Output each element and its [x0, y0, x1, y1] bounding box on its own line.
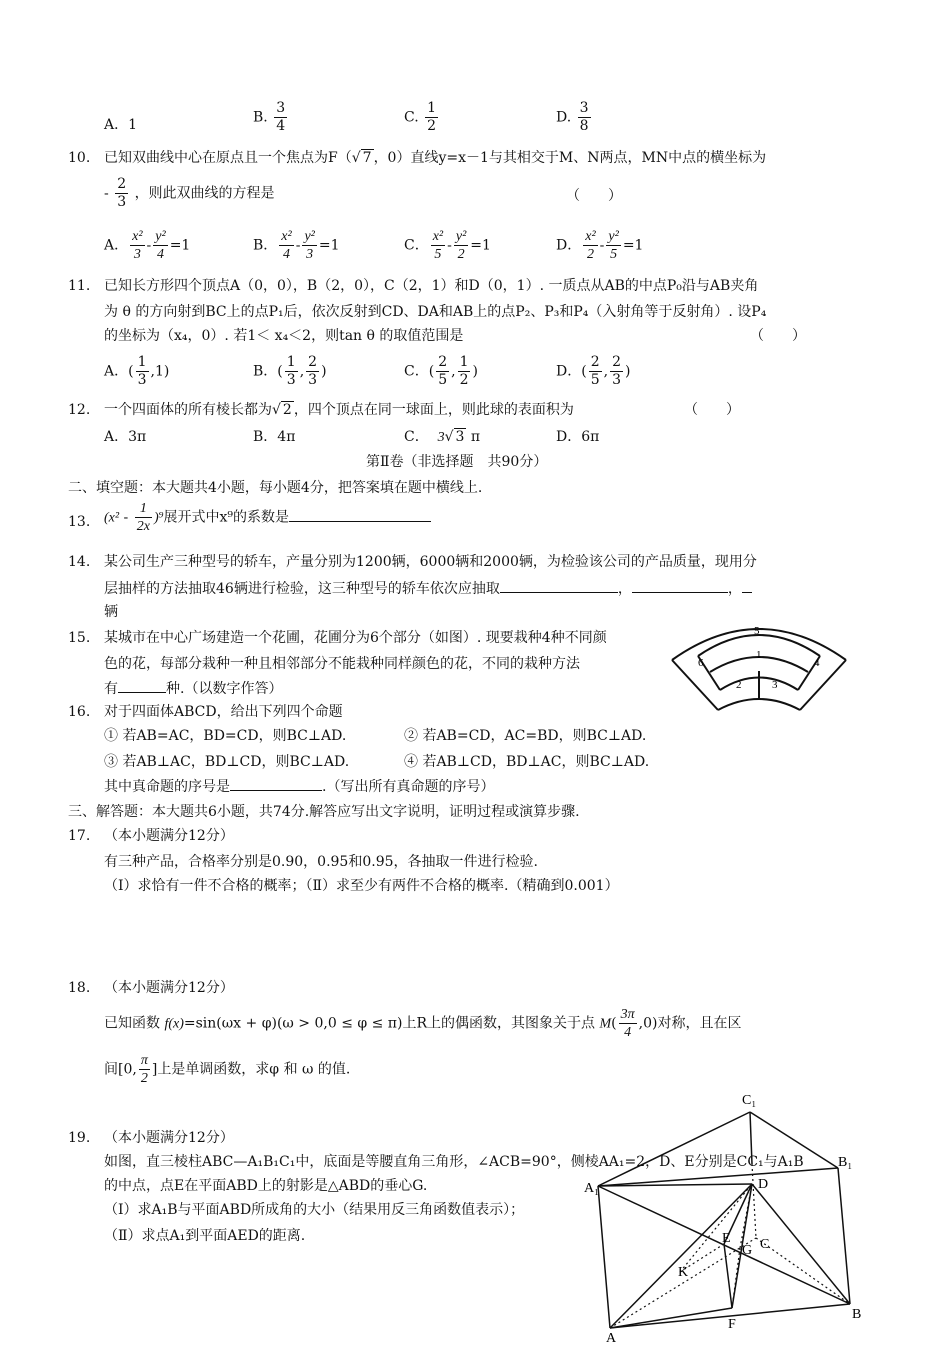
option-label: B. [253, 109, 268, 126]
q11-line2: 为 θ 的方向射到BC上的点P₁后，依次反射到CD、DA和AB上的点P₂、P₃和P₄（入射角等于反射角）. 设P₄ [104, 304, 767, 320]
q16-line4: 其中真命题的序号是 .（写出所有真命题的序号） [104, 776, 494, 797]
section3-heading: 三、解答题：本大题共6小题，共74分.解答应写出文字说明，证明过程或演算步骤. [68, 804, 580, 820]
q14-blank-3[interactable] [742, 578, 752, 593]
option-label: C. [404, 109, 419, 126]
q17-title: （本小题满分12分） [104, 828, 234, 844]
line-gf-hidden [732, 1248, 740, 1308]
q16-proposition-1: ① 若AB=AC，BD=CD，则BC⊥AD. [104, 728, 347, 744]
q12-number: 12. [68, 402, 91, 418]
label-c1: C₁ [742, 1093, 757, 1108]
label-d: D [758, 1177, 769, 1192]
region-label-6: 6 [698, 657, 704, 669]
label-k: K [678, 1265, 689, 1280]
q19-line4: （Ⅱ）求点A₁到平面AED的距离. [104, 1228, 306, 1244]
region-label-2: 2 [736, 679, 742, 691]
q9-option-d [556, 100, 593, 135]
label-b1: B₁ [838, 1155, 853, 1170]
q10-line2: - $\frac{2}{3}$ ，则此双曲线的方程是 [104, 176, 275, 210]
q11-line3: 的坐标为（x₄，0）. 若1＜ x₄＜2，则tan θ 的取值范围是 [104, 328, 464, 344]
prism-figure [580, 1088, 880, 1344]
label-b: B [852, 1307, 862, 1322]
q18-title: （本小题满分12分） [104, 980, 234, 996]
label-f: F [728, 1317, 736, 1332]
q9-option-b [253, 100, 289, 135]
q15-number: 15. [68, 630, 91, 646]
q18-number: 18. [68, 980, 91, 996]
q14-line2: 层抽样的方法抽取46辆进行检验，这三种型号的轿车依次应抽取 ， ， [104, 578, 752, 599]
q9-option-a: A．1 [104, 117, 138, 133]
edge-a1b1 [598, 1168, 838, 1186]
q17-line2: （Ⅰ）求恰有一件不合格的概率；（Ⅱ）求至少有两件不合格的概率.（精确到0.001） [104, 878, 619, 894]
edge-cc1-top [750, 1112, 752, 1164]
edge-c1b1 [750, 1112, 838, 1168]
fraction: $\frac{1}{2}$ [427, 100, 437, 134]
q14-number: 14. [68, 554, 91, 570]
line-kd-hidden [680, 1184, 752, 1272]
q12-option-d: D．6π [556, 429, 600, 445]
part2-title: 第Ⅱ卷（非选择题 共90分） [366, 454, 548, 470]
q11-line1: 已知长方形四个顶点A（0，0），B（2，0），C（2，1）和D（0，1）. 一质点从AB的中点P₀沿与AB夹角 [104, 278, 759, 294]
label-e: E [722, 1231, 731, 1246]
q15-line3: 有 种.（以数字作答） [104, 678, 282, 699]
fraction: $\frac{1}{2x}$ [136, 501, 150, 534]
edge-cb-hidden [756, 1238, 850, 1304]
q17-number: 17. [68, 828, 91, 844]
q11-number: 11. [68, 278, 91, 294]
sqrt-symbol: √ [351, 150, 361, 166]
q10-option-a: A． $\frac{\text{x²}}{3}$ - $\frac{\text{y²}}{4}$ =1 [104, 229, 191, 262]
q16-proposition-4: ④ 若AB⊥CD，BD⊥AC，则BC⊥AD. [404, 754, 650, 770]
region-label-3: 3 [772, 679, 778, 691]
q14-line1: 某公司生产三种型号的轿车，产量分别为1200辆，6000辆和2000辆，为检验该公司的产品质量，现用分 [104, 554, 757, 570]
region-label-4: 4 [814, 657, 820, 669]
q17-line1: 有三种产品，合格率分别是0.90，0.95和0.95，各抽取一件进行检验. [104, 854, 538, 870]
q12-line1: 一个四面体的所有棱长都为√ 2 ，四个顶点在同一球面上，则此球的表面积为 [104, 402, 574, 418]
right-edge [800, 660, 846, 710]
line-ad [610, 1184, 752, 1328]
fraction: $\frac{3}{4}$ [276, 100, 286, 134]
q19-line1: 如图，直三棱柱ABC—A₁B₁C₁中，底面是等腰直角三角形，∠ACB=90°，侧棱AA₁=2，D、E分别是CC₁与A₁B [104, 1154, 804, 1170]
edge-ac-hidden [610, 1238, 756, 1328]
q10-option-c: C． $\frac{\text{x²}}{5}$ - $\frac{\text{y²}}{2}$ =1 [404, 229, 491, 262]
q15-answer-blank[interactable] [118, 678, 166, 693]
label-a: A [606, 1331, 617, 1344]
fraction: $\frac{\pi}{2}$ [140, 1053, 148, 1086]
q16-number: 16. [68, 704, 91, 720]
q19-title: （本小题满分12分） [104, 1130, 234, 1146]
q14-blank-2[interactable] [632, 578, 728, 593]
fraction: $\frac{3}{8}$ [579, 100, 589, 134]
q13-number: 13. [68, 514, 91, 530]
q19-line2: 的中点，点E在平面ABD上的射影是△ABD的垂心G. [104, 1178, 428, 1194]
q12-option-c: C． 3√ 3 π [404, 429, 481, 445]
q10-option-b: B． $\frac{\text{x²}}{4}$ - $\frac{\text{y²}}{3}$ =1 [253, 229, 340, 262]
edge-bb1 [838, 1168, 850, 1304]
q12-option-a: A．3π [104, 429, 147, 445]
q16-proposition-3: ③ 若AB⊥AC，BD⊥CD，则BC⊥AD. [104, 754, 350, 770]
q9-option-c [404, 100, 440, 135]
edge-aa1 [598, 1186, 610, 1328]
q15-line2: 色的花，每部分栽种一种且相邻部分不能栽种同样颜色的花，不同的栽种方法 [104, 656, 580, 672]
q13-answer-blank[interactable] [289, 507, 431, 522]
q11-option-d: D．( $\frac{2}{5}$ , $\frac{2}{3}$ ) [556, 354, 631, 388]
flower-bed-figure [664, 610, 854, 714]
q11-answer-paren: （ ） [750, 328, 806, 344]
q18-line1: 已知函数 f(x)=sin(ωx + φ)(ω > 0,0 ≤ φ ≤ π)上R上的偶函数，其图象关于点 M( $\frac{3\pi}{4}$ ,0)对称，且在区 [104, 1007, 742, 1040]
label-g: G [742, 1243, 753, 1258]
q14-blank-1[interactable] [500, 578, 618, 593]
fraction: $\frac{3\pi}{4}$ [620, 1007, 635, 1040]
sqrt-symbol: √ [272, 402, 281, 418]
fraction: $\frac{2}{3}$ [117, 176, 127, 210]
q19-number: 19. [68, 1130, 91, 1146]
q11-option-a: A．( $\frac{1}{3}$ ,1) [104, 354, 170, 388]
q10-option-d: D． $\frac{\text{x²}}{2}$ - $\frac{\text{y²}}{5}$ =1 [556, 229, 644, 262]
left-edge [672, 660, 718, 710]
q12-answer-paren: （ ） [684, 402, 740, 418]
q16-answer-blank[interactable] [230, 776, 322, 791]
region-label-5: 5 [754, 625, 760, 637]
q16-proposition-2: ② 若AB=CD，AC=BD，则BC⊥AD. [404, 728, 647, 744]
q11-option-b: B．( $\frac{1}{3}$ , $\frac{2}{3}$ ) [253, 354, 327, 388]
edge-cc1-hidden [752, 1164, 756, 1238]
region-label-1: 1 [756, 649, 762, 661]
q13-line: (x² - $\frac{1}{2x}$ )⁹展开式中x⁹的系数是 [104, 500, 431, 535]
q11-option-c: C．( $\frac{2}{5}$ , $\frac{1}{2}$ ) [404, 354, 478, 388]
option-label: D. [556, 109, 572, 126]
q15-line1: 某城市在中心广场建造一个花圃，花圃分为6个部分（如图）. 现要栽种4种不同颜 [104, 630, 607, 646]
q19-line3: （Ⅰ）求A₁B与平面ABD所成角的大小（结果用反三角函数值表示）； [104, 1202, 525, 1218]
q10-line1: 已知双曲线中心在原点且一个焦点为F（√ 7 ，0）直线y=x－1与其相交于M、N两点，MN中点的横坐标为 [104, 150, 767, 166]
edge-a1c1 [598, 1112, 750, 1186]
label-c: C [760, 1237, 770, 1252]
label-a1: A₁ [584, 1181, 599, 1196]
q10-number: 10. [68, 150, 91, 166]
q14-line3: 辆 [104, 604, 118, 620]
inner-arc [718, 699, 800, 710]
q18-line2: 间[0, $\frac{\pi}{2}$ ]上是单调函数，求φ 和 ω 的值. [104, 1053, 351, 1086]
q16-line1: 对于四面体ABCD，给出下列四个命题 [104, 704, 343, 720]
q12-option-b: B．4π [253, 429, 296, 445]
section2-heading: 二、填空题：本大题共4小题，每小题4分，把答案填在题中横线上. [68, 480, 483, 496]
q10-answer-paren: （ ） [566, 188, 622, 204]
